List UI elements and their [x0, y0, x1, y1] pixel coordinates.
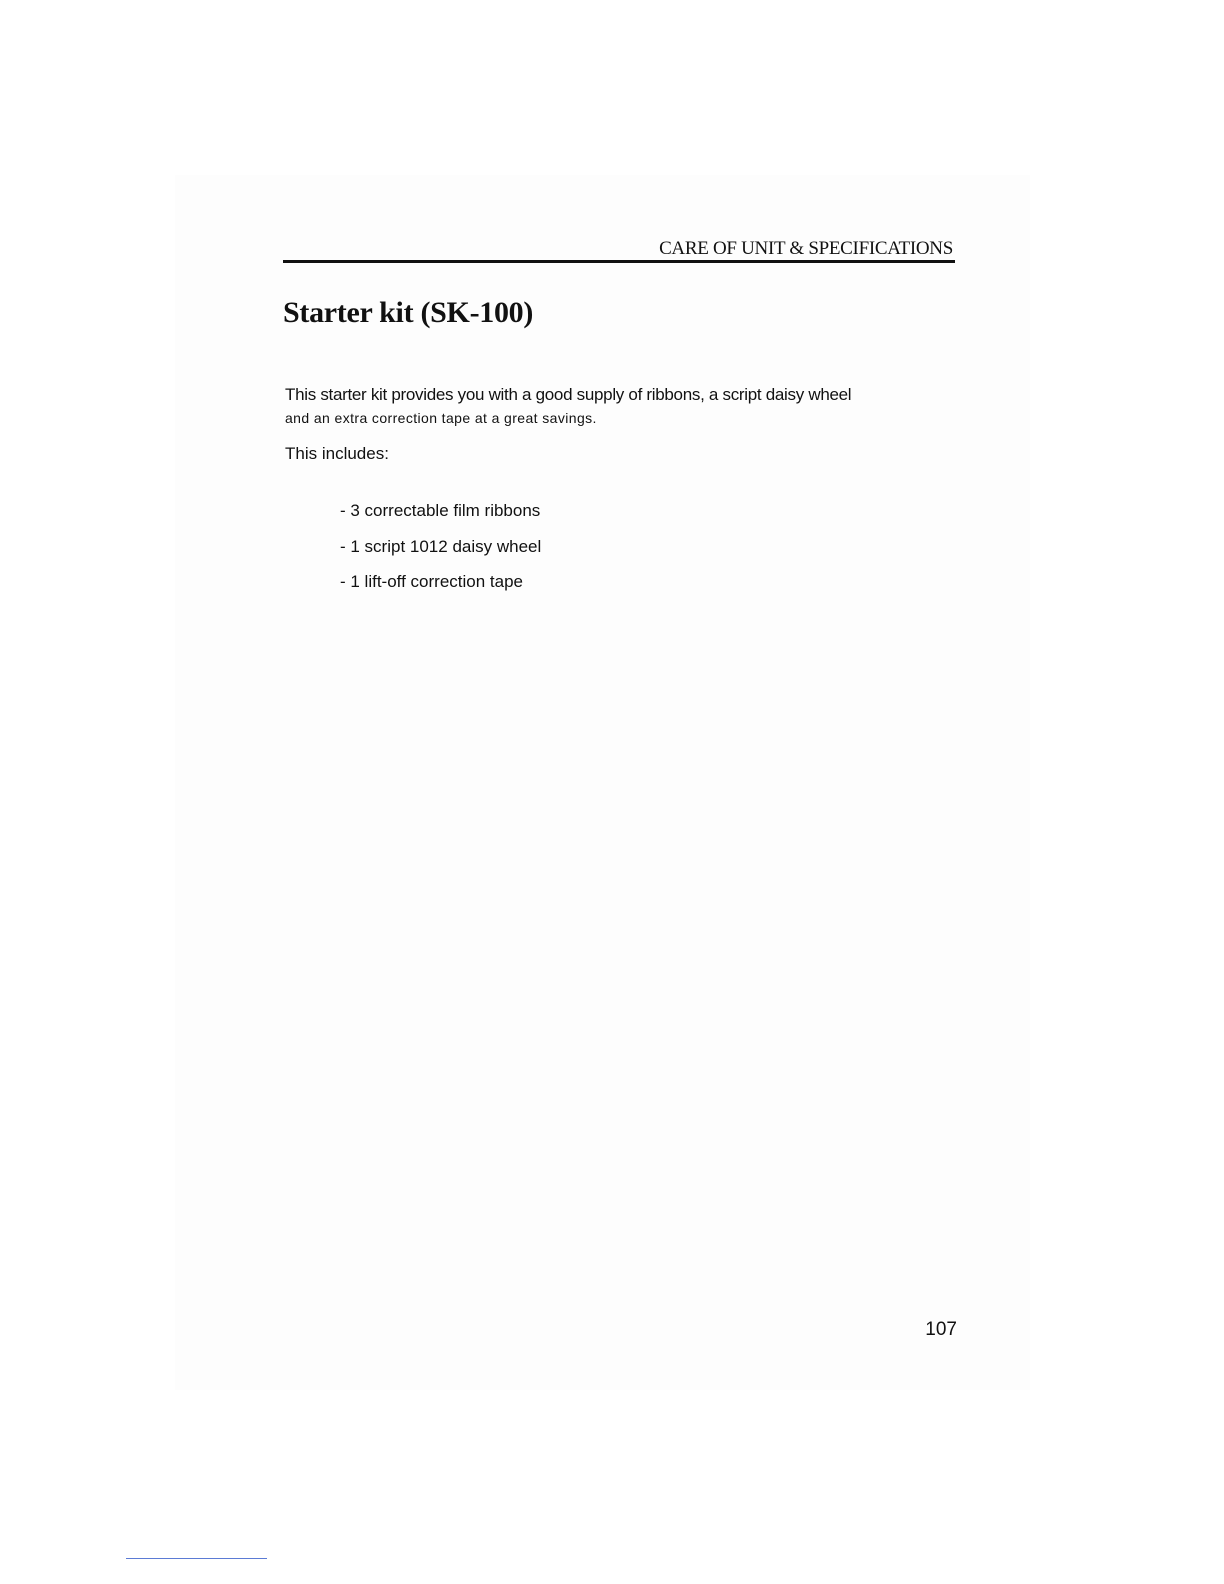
running-header: CARE OF UNIT & SPECIFICATIONS — [659, 238, 953, 259]
list-item: - 3 correctable film ribbons — [340, 501, 541, 520]
intro-text-line-1: This starter kit provides you with a good supply of ribbons, a script daisy wheel — [285, 385, 852, 404]
intro-text-line-2: and an extra correction tape at a great savings. — [285, 410, 597, 426]
footer-rule — [126, 1558, 267, 1559]
page-number: 107 — [925, 1319, 957, 1340]
scanned-page — [175, 175, 1030, 1390]
includes-label: This includes: — [285, 444, 389, 463]
list-item: - 1 script 1012 daisy wheel — [340, 536, 542, 556]
kit-contents-list — [340, 500, 541, 607]
section-title: Starter kit (SK-100) — [283, 296, 534, 329]
list-item: - 1 lift-off correction tape — [340, 572, 523, 591]
header-rule — [283, 260, 955, 263]
